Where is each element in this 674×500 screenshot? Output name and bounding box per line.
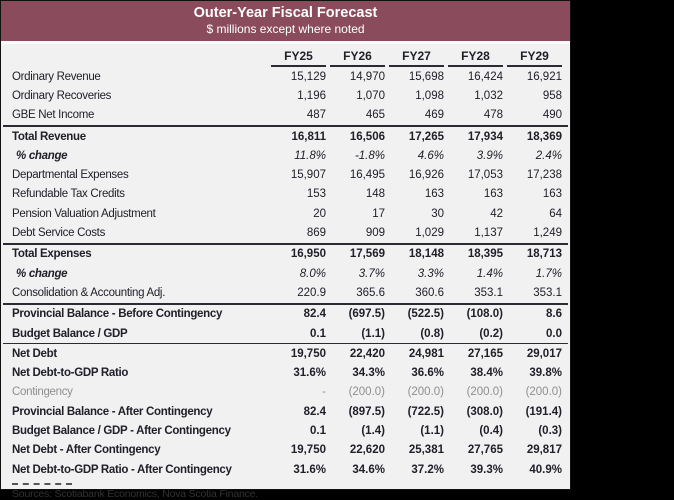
table-row — [3, 146, 568, 165]
row-value: (200.0) — [525, 386, 562, 399]
row-value: (200.0) — [407, 386, 444, 399]
row-value: 31.6% — [293, 463, 326, 476]
row-value: 360.6 — [415, 286, 444, 299]
row-label: Contingency — [12, 386, 73, 399]
row-value: 34.3% — [352, 367, 385, 380]
table-row — [3, 67, 568, 86]
row-value: 16,424 — [467, 70, 503, 83]
row-value: 3.3% — [417, 267, 444, 280]
row-value: 17,238 — [526, 169, 562, 182]
row-value: (1.1) — [420, 424, 444, 437]
row-value: 353.1 — [474, 286, 503, 299]
row-value: 17 — [372, 207, 385, 220]
row-value: 31.6% — [293, 367, 326, 380]
column-header-fy29: FY29 — [507, 49, 562, 67]
page-subtitle: $ millions except where noted — [206, 22, 365, 36]
row-value: 1,070 — [356, 89, 385, 102]
row-value: (0.3) — [538, 424, 562, 437]
row-value: (191.4) — [525, 405, 562, 418]
row-value: (0.2) — [479, 327, 503, 340]
row-label: Net Debt - After Contingency — [12, 444, 161, 457]
table-row — [3, 383, 568, 402]
row-value: 478 — [483, 109, 503, 122]
row-value: 8.0% — [299, 267, 326, 280]
row-value: (522.5) — [407, 308, 444, 321]
row-value: 34.6% — [352, 463, 385, 476]
row-value: 16,506 — [349, 130, 385, 143]
row-value: 29,817 — [526, 444, 562, 457]
row-value: 1,249 — [533, 227, 562, 240]
row-value: - — [322, 386, 326, 399]
row-value: 153 — [306, 188, 326, 201]
row-value: 17,934 — [467, 130, 503, 143]
row-value: 22,420 — [349, 347, 385, 360]
row-value: (200.0) — [466, 386, 503, 399]
row-value: 3.9% — [476, 149, 503, 162]
row-value: 4.6% — [417, 149, 444, 162]
row-label: Consolidation & Accounting Adj. — [12, 286, 166, 299]
row-label: Total Revenue — [12, 130, 86, 143]
table-row — [3, 125, 568, 146]
row-value: 958 — [542, 89, 562, 102]
row-value: 15,907 — [290, 169, 326, 182]
row-label: % change — [16, 149, 68, 162]
row-value: (697.5) — [348, 308, 385, 321]
row-label: Pension Valuation Adjustment — [12, 207, 156, 220]
row-value: 469 — [424, 109, 444, 122]
row-value: (108.0) — [466, 308, 503, 321]
table-body — [3, 67, 568, 479]
row-value: (0.4) — [479, 424, 503, 437]
row-value: 25,381 — [408, 444, 444, 457]
row-label: Ordinary Revenue — [12, 70, 101, 83]
row-label: Refundable Tax Credits — [12, 188, 125, 201]
row-value: (897.5) — [348, 405, 385, 418]
table-row — [3, 223, 568, 242]
row-value: 37.2% — [411, 463, 444, 476]
row-value: 19,750 — [290, 347, 326, 360]
row-value: 18,369 — [526, 130, 562, 143]
row-value: 42 — [490, 207, 503, 220]
row-value: 20 — [313, 207, 326, 220]
table-row — [3, 165, 568, 184]
row-value: 18,148 — [408, 248, 444, 261]
table-row — [3, 324, 568, 343]
column-header-fy25: FY25 — [271, 49, 326, 67]
row-value: 1,137 — [474, 227, 503, 240]
row-label: Provincial Balance - After Contingency — [12, 405, 213, 418]
row-value: 909 — [365, 227, 385, 240]
row-value: 27,765 — [467, 444, 503, 457]
table-row — [3, 185, 568, 204]
row-label: Total Expenses — [12, 248, 92, 261]
row-value: 17,053 — [467, 169, 503, 182]
row-label: Net Debt-to-GDP Ratio - After Contingency — [12, 463, 232, 476]
row-label: Provincial Balance - Before Contingency — [12, 308, 223, 321]
row-value: 0.1 — [310, 327, 326, 340]
row-label: Net Debt — [12, 347, 57, 360]
row-value: 0.0 — [546, 327, 562, 340]
row-value: 15,129 — [290, 70, 326, 83]
row-value: 1,029 — [415, 227, 444, 240]
row-label: % change — [16, 267, 68, 280]
row-value: (0.8) — [420, 327, 444, 340]
column-header-fy26: FY26 — [330, 49, 385, 67]
row-value: 163 — [483, 188, 503, 201]
row-value: 15,698 — [408, 70, 444, 83]
row-value: 163 — [424, 188, 444, 201]
table-row — [3, 86, 568, 105]
row-value: 1.7% — [535, 267, 562, 280]
row-label: GBE Net Income — [12, 109, 95, 122]
row-value: 487 — [306, 109, 326, 122]
row-value: 353.1 — [533, 286, 562, 299]
row-value: 27,165 — [467, 347, 503, 360]
row-value: 0.1 — [310, 424, 326, 437]
row-value: 82.4 — [303, 308, 326, 321]
row-value: 16,926 — [408, 169, 444, 182]
row-value: 16,921 — [526, 70, 562, 83]
row-value: 38.4% — [470, 367, 503, 380]
table-row — [3, 460, 568, 479]
table-row — [3, 283, 568, 302]
row-value: 30 — [431, 207, 444, 220]
table-row — [3, 343, 568, 363]
row-value: 148 — [365, 188, 385, 201]
column-header-fy27: FY27 — [389, 49, 444, 67]
table-row — [3, 363, 568, 382]
row-value: 82.4 — [303, 405, 326, 418]
sources-divider — [12, 483, 72, 485]
row-value: 220.9 — [297, 286, 326, 299]
row-value: 64 — [549, 207, 562, 220]
row-value: 11.8% — [294, 149, 326, 162]
table-banner — [1, 1, 570, 41]
row-value: 16,811 — [291, 130, 326, 143]
row-value: 1,196 — [297, 89, 326, 102]
table-row — [3, 303, 568, 324]
column-header-row — [3, 45, 568, 67]
row-value: 29,017 — [526, 347, 562, 360]
row-label: Net Debt-to-GDP Ratio — [12, 367, 129, 380]
row-value: 365.6 — [356, 286, 385, 299]
table-row — [3, 106, 568, 125]
row-value: 17,569 — [349, 248, 385, 261]
row-value: 869 — [306, 227, 326, 240]
row-label: Budget Balance / GDP - After Contingency — [12, 424, 231, 437]
row-value: 22,620 — [349, 444, 385, 457]
table-row — [3, 402, 568, 421]
row-value: 465 — [365, 109, 385, 122]
row-value: (308.0) — [466, 405, 503, 418]
row-value: 1,098 — [415, 89, 444, 102]
table-row — [3, 264, 568, 283]
row-value: (200.0) — [348, 386, 385, 399]
table-row — [3, 243, 568, 264]
row-value: 2.4% — [535, 149, 562, 162]
row-value: 39.3% — [470, 463, 503, 476]
row-value: 39.8% — [529, 367, 562, 380]
row-value: 490 — [542, 109, 562, 122]
row-value: 16,495 — [349, 169, 385, 182]
row-value: 1.4% — [476, 267, 503, 280]
row-value: 16,950 — [290, 248, 326, 261]
table-row — [3, 204, 568, 223]
row-value: (722.5) — [407, 405, 444, 418]
row-value: 24,981 — [408, 347, 444, 360]
row-value: 40.9% — [529, 463, 562, 476]
column-header-fy28: FY28 — [448, 49, 503, 67]
row-value: (1.4) — [361, 424, 385, 437]
row-value: 163 — [542, 188, 562, 201]
row-label: Debt Service Costs — [12, 227, 106, 240]
row-value: 3.7% — [358, 267, 385, 280]
page-title: Outer-Year Fiscal Forecast — [193, 5, 378, 21]
table-row — [3, 441, 568, 460]
row-value: 18,713 — [526, 248, 562, 261]
sources-note: Sources: Scotiabank Economics, Nova Scotia Finance. — [12, 488, 259, 500]
row-value: -1.8% — [354, 149, 385, 162]
row-value: (1.1) — [361, 327, 385, 340]
row-value: 1,032 — [474, 89, 503, 102]
row-label: Budget Balance / GDP — [12, 327, 128, 340]
row-value: 19,750 — [290, 444, 326, 457]
row-value: 8.6 — [546, 308, 562, 321]
table-row — [3, 421, 568, 440]
row-value: 14,970 — [349, 70, 385, 83]
row-value: 36.6% — [411, 367, 444, 380]
row-value: 17,265 — [408, 130, 444, 143]
row-label: Ordinary Recoveries — [12, 89, 112, 102]
row-value: 18,395 — [467, 248, 503, 261]
row-label: Departmental Expenses — [12, 169, 129, 182]
fiscal-table — [1, 44, 570, 500]
